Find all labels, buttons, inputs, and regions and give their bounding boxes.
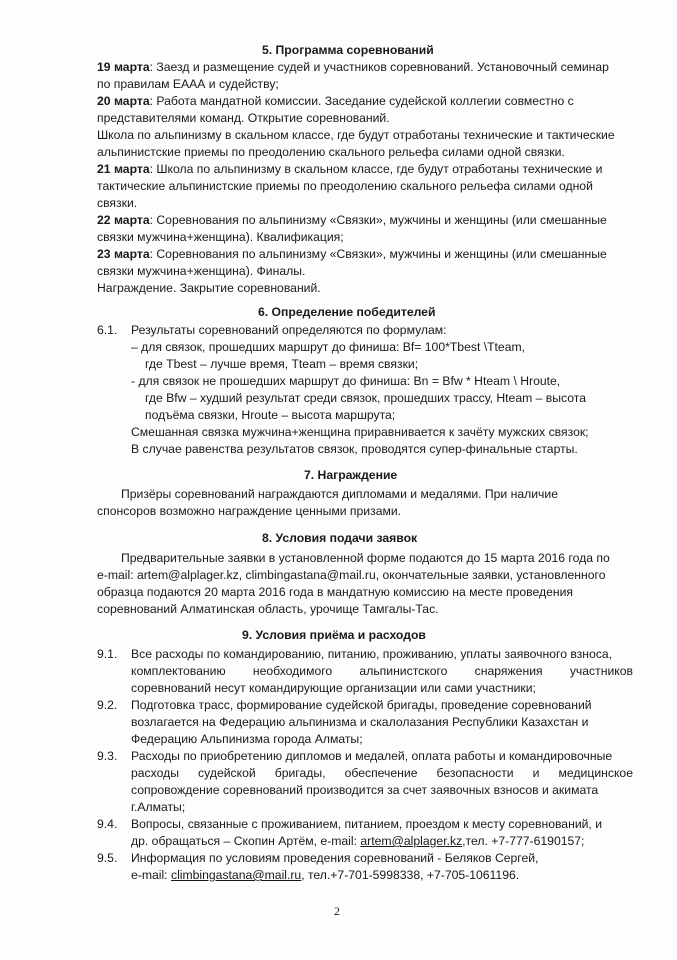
item-9-2-line-1: Подготовка трасс, формирование судейской бригады, проведение соревнований [131,698,592,712]
schedule-22-text: : Соревнования по альпинизму «Связки», мужчины и женщины (или смешанные [149,213,607,227]
contact-skopin-phone: ,тел. +7-777-6190157; [462,834,585,848]
applications-line-3: образца подаются 20 марта 2016 года в мандатную комиссию на месте проведения [97,585,574,599]
page-number: 2 [334,904,340,918]
email-link-climbingastana[interactable]: climbingastana@mail.ru [170,868,302,882]
contact-belyakov-phones: , тел.+7-701-5998338, +7-705-1061196. [301,868,520,882]
item-9-4-line-1: Вопросы, связанные с проживанием, питанием, проездом к месту соревнований, и [131,817,603,831]
item-9-2-number: 9.2. [97,698,118,712]
applications-line-1: Предварительные заявки в установленной форме подаются до 15 марта 2016 года по [121,551,610,565]
section-9-heading: 9. Условия приёма и расходов [242,628,426,642]
schedule-21-line-3: связки. [97,196,138,210]
date-21: 21 марта [97,162,150,176]
date-22: 22 марта [97,213,150,227]
schedule-20-text: : Работа мандатной комиссии. Заседание судейской коллегии совместно с [149,94,574,108]
schedule-23-line-2: связки мужчина+женщина). Финалы. [97,264,306,278]
section-5-heading: 5. Программа соревнований [262,43,434,57]
awards-line-1: Призёры соревнований награждаются дипломами и медалями. При наличие [121,487,558,501]
contact-belyakov-prefix: e-mail: [131,868,171,882]
schedule-23-line-1 [97,246,607,263]
formula-unfinished-legend-1: где Bfw – худший результат среди связок, прошедших трассу, Hteam – высота [145,391,586,405]
schedule-22-line-2: связки мужчина+женщина). Квалификация; [97,230,344,244]
schedule-21-line-1 [97,161,602,178]
date-23: 23 марта [97,247,150,261]
item-9-5-number: 9.5. [97,851,118,865]
closing-line: Награждение. Закрытие соревнований. [97,281,321,295]
section-6-heading: 6. Определение победителей [258,305,436,319]
item-9-4-line-2 [131,833,584,850]
date-19: 19 марта [97,60,150,74]
item-9-1-line-3: соревнований несут командирующие организации или сами участники; [131,681,536,695]
item-9-1-line-1: Все расходы по командированию, питанию, проживанию, уплаты заявочного взноса, [131,647,613,661]
item-6-1-number: 6.1. [97,323,118,337]
item-9-2-line-2: возлагается на Федерацию альпинизма и скалолазания Республики Казахстан и [131,715,589,729]
tie-rule: В случае равенства результатов связок, проводятся супер-финальные старты. [131,442,578,456]
item-9-1-line-2: комплектованию необходимого альпинистского снаряжения участников [131,664,633,678]
formula-finished-legend: где Tbest – лучше время, Tteam – время связки; [145,357,419,371]
mixed-team-rule: Смешанная связка мужчина+женщина приравнивается к зачёту мужских связок; [131,425,589,439]
item-9-4-number: 9.4. [97,817,118,831]
schedule-23-text: : Соревнования по альпинизму «Связки», мужчины и женщины (или смешанные [149,247,607,261]
item-9-3-line-2: расходы судейской бригады, обеспечение безопасности и медицинское [131,766,633,780]
schedule-21-text: : Школа по альпинизму в скальном классе, где будут отработаны технические и [149,162,603,176]
item-9-3-number: 9.3. [97,749,118,763]
item-9-3-line-4: г.Алматы; [131,800,186,814]
schedule-20-line-2: представителями команд. Открытие соревнований. [97,111,390,125]
email-link-artem[interactable]: artem@alplager.kz [360,834,463,848]
schedule-19-text: : Заезд и размещение судей и участников соревнований. Установочный семинар [149,60,609,74]
applications-line-2: e-mail: artem@alplager.kz, climbingastana@mail.ru, окончательные заявки, установленного [97,568,606,582]
item-9-3-line-3: сопровождение соревнований производится за счет заявочных взносов и акимата [131,783,599,797]
schedule-22-line-1 [97,212,607,229]
item-9-2-line-3: Федерацию Альпинизма города Алматы; [131,732,363,746]
item-9-3-line-1: Расходы по приобретению дипломов и медалей, оплата работы и командировочные [131,749,613,763]
item-9-5-line-1: Информация по условиям проведения соревнований - Беляков Сергей, [131,851,539,865]
applications-line-4: соревнований Алматинская область, урочище Тамгалы-Тас. [97,602,439,616]
formula-unfinished: - для связок не прошедших маршрут до финиша: Bn = Bfw * Hteam \ Hroute, [131,374,561,388]
results-intro: Результаты соревнований определяются по формулам: [131,323,447,337]
contact-skopin-prefix: др. обращаться – Скопин Артём, e-mail: [131,834,361,848]
school-line-1: Школа по альпинизму в скальном классе, где будут отработаны технические и тактические [97,128,615,142]
schedule-19-line-1 [97,59,609,76]
schedule-20-line-1 [97,93,574,110]
section-8-heading: 8. Условия подачи заявок [262,531,418,545]
schedule-21-line-2: тактические альпинистские приемы по преодолению скального рельефа силами одной [97,179,593,193]
awards-line-2: спонсоров возможно награждение ценными призами. [97,504,402,518]
item-9-1-number: 9.1. [97,647,118,661]
school-line-2: альпинистские приемы по преодолению скального рельефа силами одной связки. [97,145,565,159]
formula-finished: – для связок, прошедших маршрут до финиша: Bf= 100*Tbest \Tteam, [131,340,526,354]
formula-unfinished-legend-2: подъёма связки, Hroute – высота маршрута; [145,408,396,422]
item-9-5-line-2 [131,867,519,884]
date-20: 20 марта [97,94,150,108]
section-7-heading: 7. Награждение [304,468,398,482]
schedule-19-line-2: по правилам ЕААА и судейству; [97,77,279,91]
